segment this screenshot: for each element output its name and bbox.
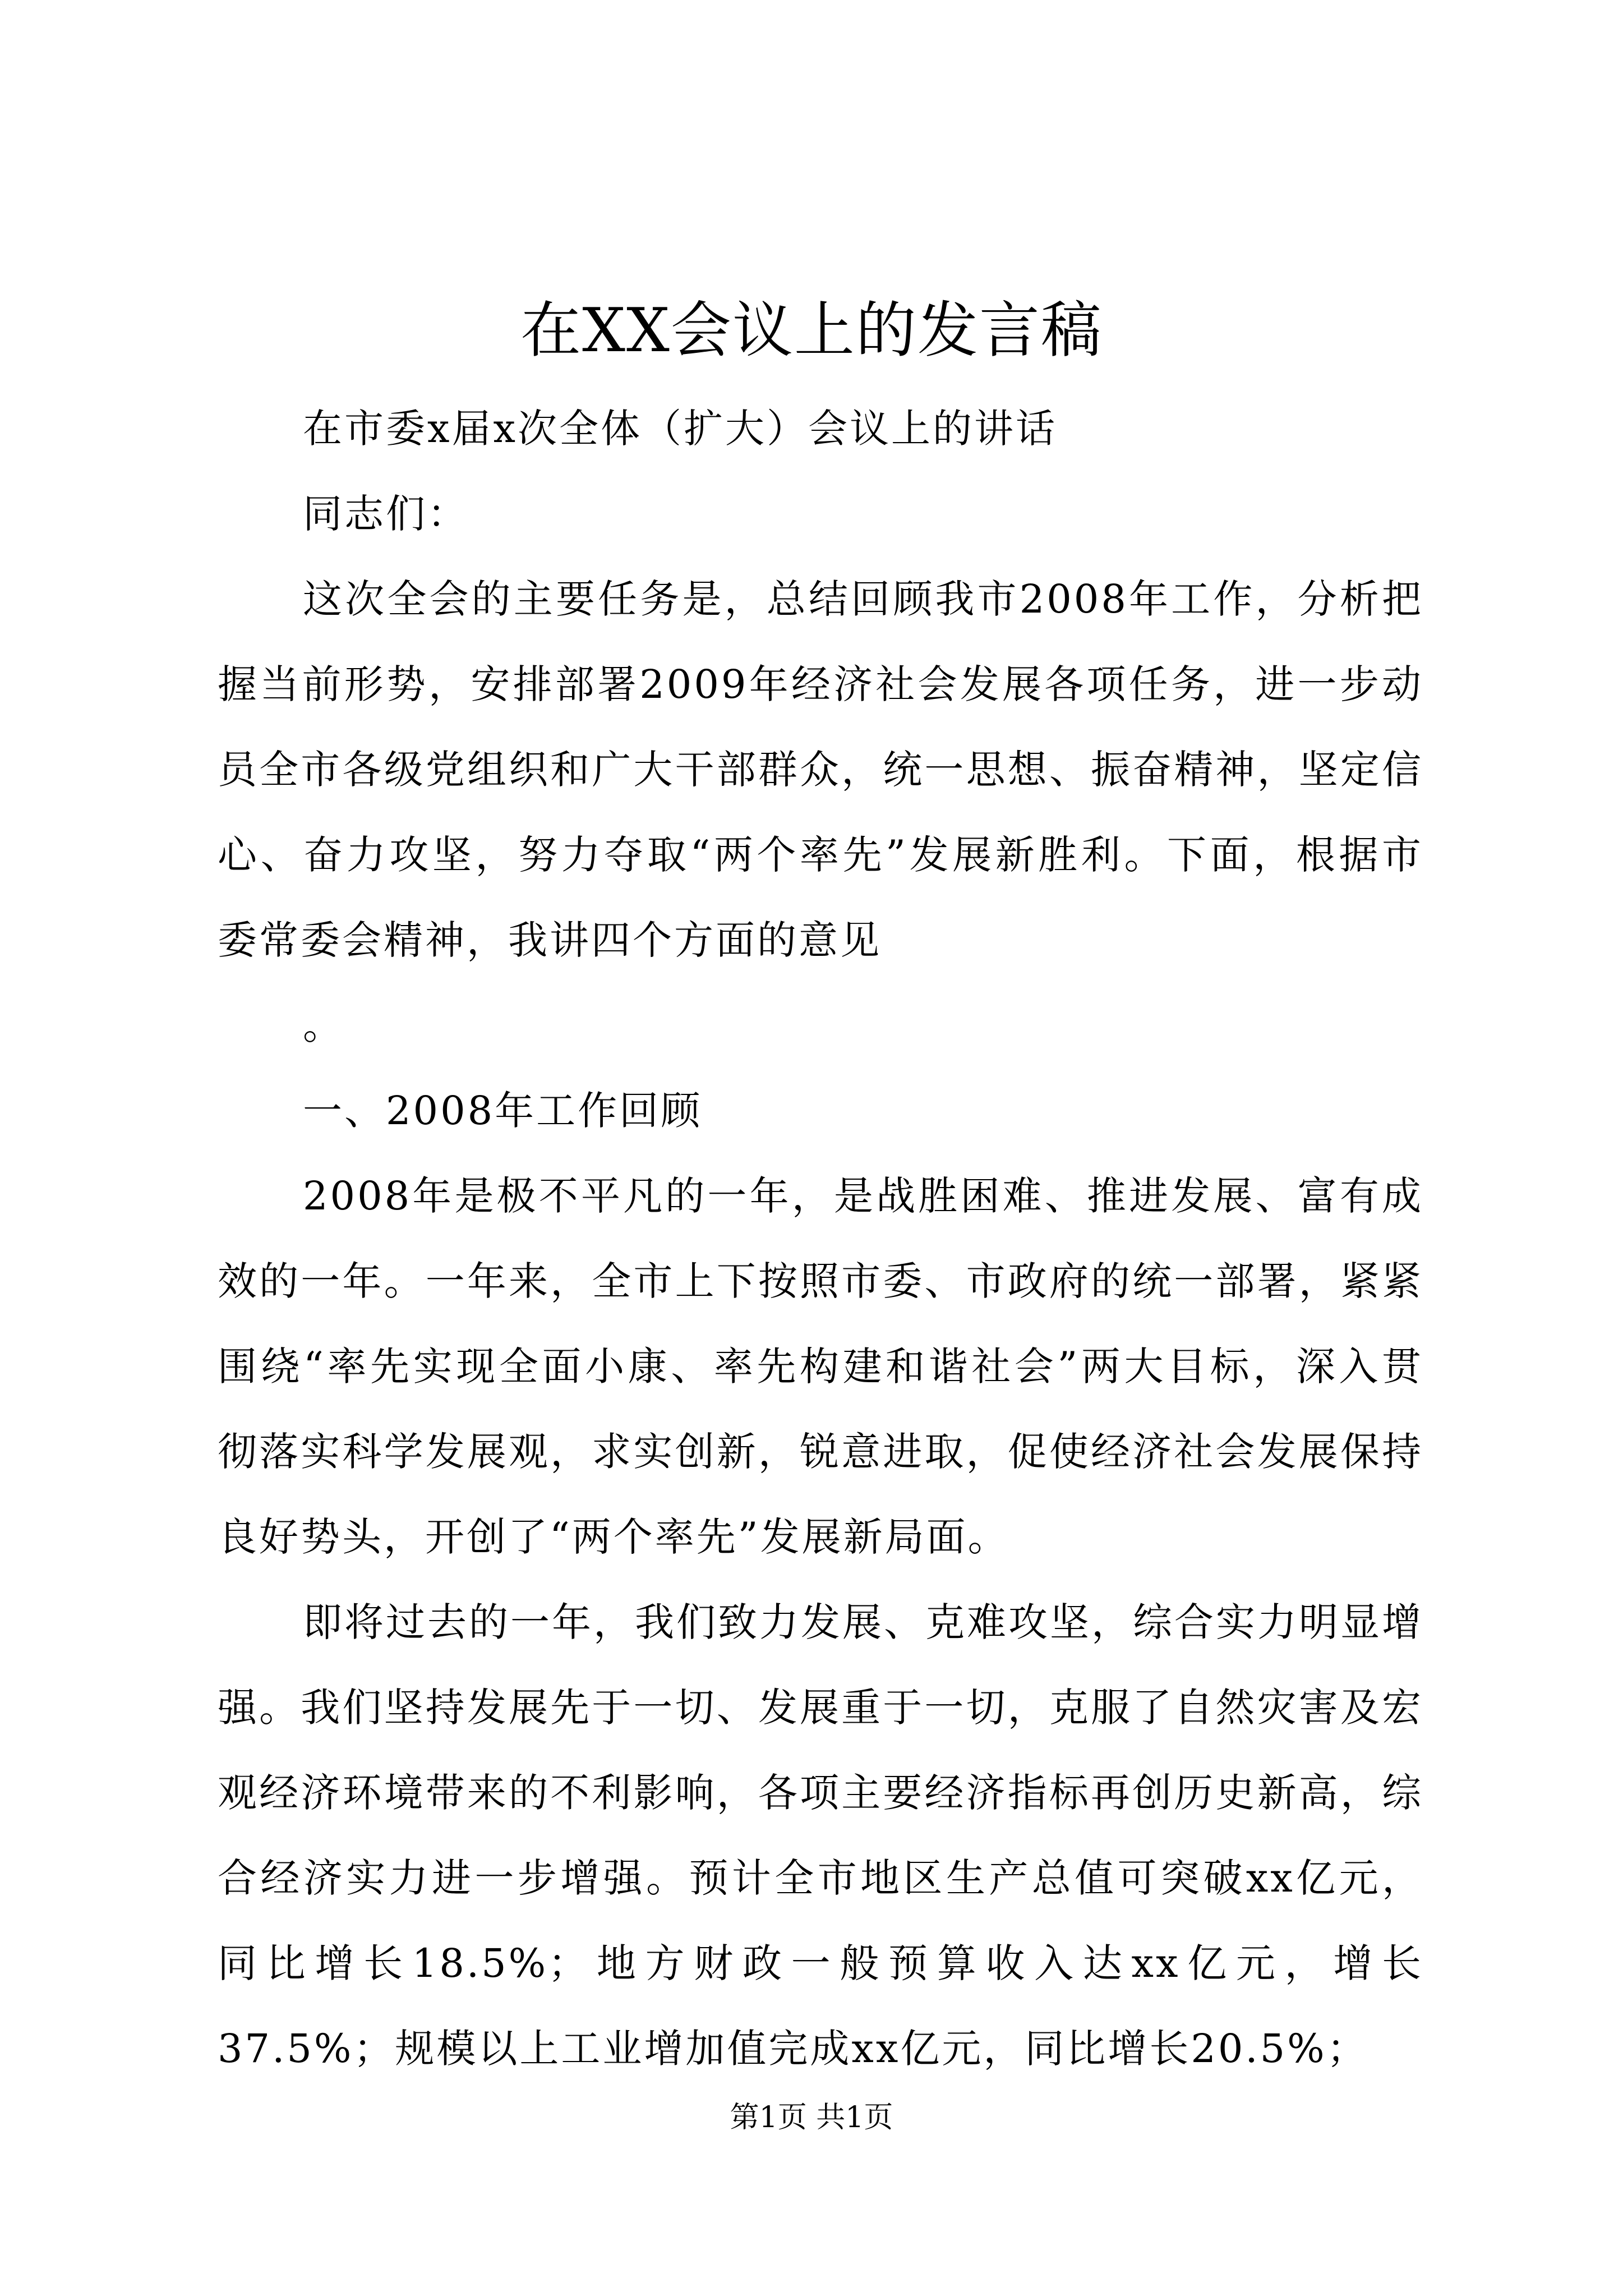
salutation: 同志们： bbox=[303, 491, 469, 537]
document-title: 在XX会议上的发言稿 bbox=[520, 296, 1103, 366]
document-body bbox=[218, 386, 1423, 2091]
paragraph-intro: 这次全会的主要任务是，总结回顾我市2008年工作，分析把握当前形势，安排部署2009年经济社会发展各项任务，进一步动员全市各级党组织和广大干部群众，统一思想、振奋精神，坚定信心、奋力攻坚，努力夺取“两个率先”发展新胜利。下面，根据市委常委会精神，我讲四个方面的意见 bbox=[218, 576, 1423, 963]
speech-subtitle: 在市委x届x次全体（扩大）会议上的讲话 bbox=[303, 406, 1057, 452]
page-footer: 第1页 共1页 bbox=[730, 2101, 893, 2134]
section-heading-1: 一、2008年工作回顾 bbox=[303, 1088, 703, 1134]
paragraph-economy: 即将过去的一年，我们致力发展、克难攻坚，综合实力明显增强。我们坚持发展先于一切、发展重于一切，克服了自然灾害及宏观经济环境带来的不利影响，各项主要经济指标再创历史新高，综合经济实力进一步增强。预计全市地区生产总值可突破xx亿元，同比增长18.5%；地方财政一般预算收入达xx亿元，增长37.5%；规模以上工业增加值完成xx亿元，同比增长20.5%； bbox=[218, 1599, 1423, 2072]
paragraph-review: 2008年是极不平凡的一年，是战胜困难、推进发展、富有成效的一年。一年来，全市上下按照市委、市政府的统一部署，紧紧围绕“率先实现全面小康、率先构建和谐社会”两大目标，深入贯彻落实科学发展观，求实创新，锐意进取，促使经济社会发展保持良好势头，开创了“两个率先”发展新局面。 bbox=[218, 1173, 1423, 1560]
paragraph-period: 。 bbox=[303, 1002, 344, 1048]
